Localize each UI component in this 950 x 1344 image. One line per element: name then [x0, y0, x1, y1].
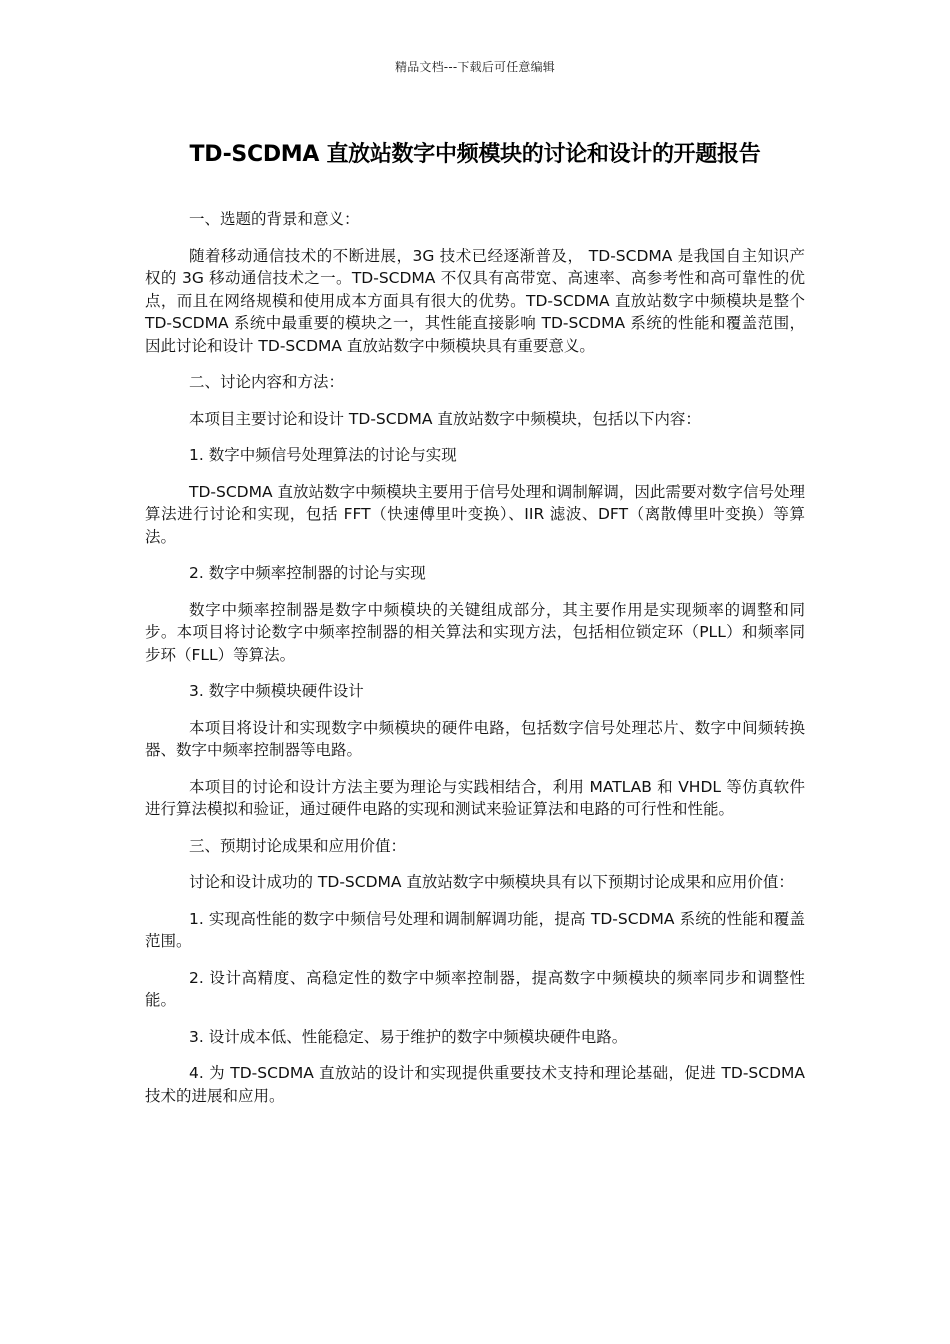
expected-result-4: 4. 为 TD-SCDMA 直放站的设计和实现提供重要技术支持和理论基础，促进 TD-SCDMA 技术的进展和应用。	[145, 1064, 805, 1105]
item-heading-2: 2. 数字中频率控制器的讨论与实现	[189, 564, 426, 582]
paragraph-methods: 本项目的讨论和设计方法主要为理论与实践相结合，利用 MATLAB 和 VHDL 等仿真软件进行算法模拟和验证，通过硬件电路的实现和测试来验证算法和电路的可行性和性能。	[145, 777, 805, 818]
paragraph-project-intro: 本项目主要讨论和设计 TD-SCDMA 直放站数字中频模块，包括以下内容：	[189, 409, 701, 428]
paragraph-item-3: 本项目将设计和实现数字中频模块的硬件电路，包括数字信号处理芯片、数字中间频转换器、数字中频率控制器等电路。	[145, 718, 805, 759]
paragraph-item-2: 数字中频率控制器是数字中频模块的关键组成部分，其主要作用是实现频率的调整和同步。本项目将讨论数字中频率控制器的相关算法和实现方法，包括相位锁定环（PLL）和频率同步环（FLL）等算法。	[145, 600, 805, 664]
section-heading-expected-results: 三、预期讨论成果和应用价值：	[189, 836, 407, 855]
expected-result-3: 3. 设计成本低、性能稳定、易于维护的数字中频模块硬件电路。	[189, 1027, 628, 1046]
expected-result-2: 2. 设计高精度、高稳定性的数字中频率控制器，提高数字中频模块的频率同步和调整性能。	[145, 968, 805, 1009]
header-note: 精品文档---下载后可任意编辑	[395, 60, 555, 74]
paragraph-background: 随着移动通信技术的不断进展，3G 技术已经逐渐普及， TD-SCDMA 是我国自主知识产权的 3G 移动通信技术之一。TD-SCDMA 不仅具有高带宽、高速率、高参考性和高可靠性的优点，而且在网络规模和使用成本方面具有很大的优势。TD-SCDMA 直放站数字中频模块是整个 TD-SCDMA 系统中最重要的模块之一，其性能直接影响 TD-SCDMA 系统的性能和覆盖范围，因此讨论和设计 TD-SCDMA 直放站数字中频模块具有重要意义。	[145, 246, 805, 355]
paragraph-expected-intro: 讨论和设计成功的 TD-SCDMA 直放站数字中频模块具有以下预期讨论成果和应用价值：	[189, 873, 794, 891]
document-body	[145, 208, 805, 1121]
paragraph-item-1: TD-SCDMA 直放站数字中频模块主要用于信号处理和调制解调，因此需要对数字信号处理算法进行讨论和实现，包括 FFT（快速傅里叶变换）、IIR 滤波、DFT（离散傅里叶变换）等算法。	[145, 482, 805, 546]
section-heading-background: 一、选题的背景和意义：	[189, 210, 360, 228]
section-heading-content-methods: 二、讨论内容和方法：	[189, 373, 345, 391]
document-title: TD-SCDMA 直放站数字中频模块的讨论和设计的开题报告	[189, 142, 761, 167]
item-heading-3: 3. 数字中频模块硬件设计	[189, 682, 364, 700]
item-heading-1: 1. 数字中频信号处理算法的讨论与实现	[189, 446, 457, 464]
expected-result-1: 1. 实现高性能的数字中频信号处理和调制解调功能，提高 TD-SCDMA 系统的性能和覆盖范围。	[145, 909, 805, 950]
